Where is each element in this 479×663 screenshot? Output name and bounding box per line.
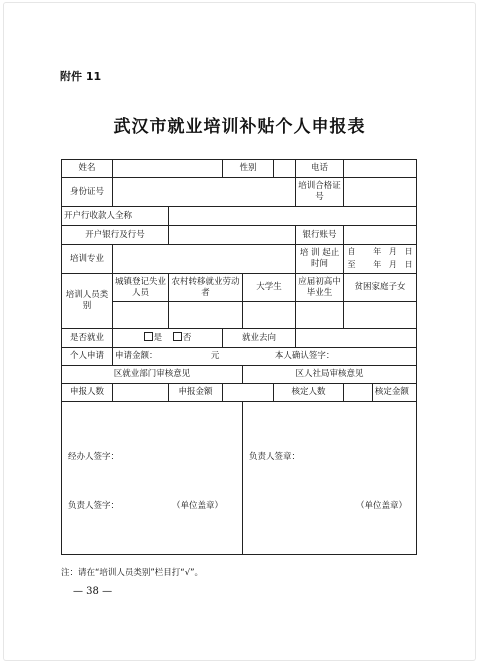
apply-amount-label: 申请金额： (115, 351, 158, 362)
field-cert-no (344, 178, 417, 207)
label-bank: 开户银行及行号 (62, 226, 169, 245)
field-verified-count (344, 384, 417, 402)
period-to: 至 年 月 日 (347, 260, 413, 269)
district-unit-seal: （单位盖章） (172, 501, 224, 511)
handler-sign-label: 经办人签字： (68, 452, 120, 462)
label-cert-no: 培训合格证号 (296, 178, 344, 207)
field-name (113, 160, 223, 178)
label-gender: 性别 (223, 160, 274, 178)
mark-college (243, 302, 296, 329)
leader-sign-label: 负责人签字： (68, 501, 120, 511)
self-confirm-label: 本人确认签字： (274, 351, 335, 362)
field-personal-apply (113, 348, 417, 366)
category-rural-migrant: 农村转移就业劳动者 (169, 274, 243, 302)
category-poor-family: 贫困家庭子女 (344, 274, 417, 302)
label-account-name: 开户行收款人全称 (62, 207, 169, 226)
label-apply-total: 申报金额 (169, 384, 223, 402)
field-employed (113, 329, 223, 348)
row-account-name (62, 207, 417, 226)
checkbox-yes[interactable] (144, 332, 153, 341)
row-basic-info (62, 160, 417, 178)
row-bank (62, 226, 417, 245)
field-account-name (169, 207, 417, 226)
label-phone: 电话 (296, 160, 344, 178)
label-major: 培训专业 (62, 245, 113, 274)
checkbox-yes-label: 是 (153, 333, 163, 344)
label-bank-account: 银行账号 (296, 226, 344, 245)
row-category-headers (62, 274, 417, 302)
label-category: 培训人员类别 (62, 274, 113, 329)
row-opinion-headers (62, 366, 417, 384)
field-phone (344, 160, 417, 178)
category-urban-unemployed: 城镇登记失业人员 (113, 274, 169, 302)
row-employment (62, 329, 417, 348)
field-major (113, 245, 296, 274)
row-signatures (62, 402, 417, 555)
district-signature-area (62, 402, 243, 555)
hr-signature-area (243, 402, 417, 555)
field-period (344, 245, 417, 274)
mark-urban-unemployed (113, 302, 169, 329)
label-destination: 就业去向 (223, 329, 296, 348)
field-gender (274, 160, 296, 178)
leader-seal-label: 负责人签章： (249, 452, 301, 462)
mark-poor-family (344, 302, 417, 329)
field-apply-count (113, 384, 169, 402)
category-graduate: 应届初高中毕业生 (296, 274, 344, 302)
label-verified-total: 核定金额 (374, 387, 409, 398)
category-college: 大学生 (243, 274, 296, 302)
mark-rural-migrant (169, 302, 243, 329)
row-id (62, 178, 417, 207)
form-title: 武汉市就业培训补贴个人申报表 (113, 117, 366, 137)
label-verified-count: 核定人数 (274, 384, 344, 402)
field-id-number (113, 178, 296, 207)
label-personal-apply: 个人申请 (62, 348, 113, 366)
yuan-label: 元 (210, 351, 220, 362)
field-bank-account (344, 226, 417, 245)
label-employed: 是否就业 (62, 329, 113, 348)
period-from: 自 年 月 日 (347, 247, 413, 257)
application-form-table (61, 159, 417, 555)
label-hr-opinion: 区人社局审核意见 (243, 366, 417, 384)
field-bank (169, 226, 296, 245)
mark-graduate (296, 302, 344, 329)
field-apply-total (223, 384, 274, 402)
label-id-number: 身份证号 (62, 178, 113, 207)
field-destination (296, 329, 417, 348)
checkbox-no[interactable] (173, 332, 182, 341)
label-apply-count: 申报人数 (62, 384, 113, 402)
hr-unit-seal: （单位盖章） (356, 501, 408, 511)
row-personal-apply (62, 348, 417, 366)
label-period: 培 训 起止时间 (296, 245, 344, 274)
page-number: — 38 — (73, 586, 113, 597)
row-category-marks (62, 302, 417, 329)
row-counts (62, 384, 417, 402)
row-training (62, 245, 417, 274)
footnote: 注：请在“培训人员类别”栏目打“√”。 (61, 568, 204, 578)
label-name: 姓名 (62, 160, 113, 178)
annex-label: 附件 11 (60, 70, 102, 83)
checkbox-no-label: 否 (182, 333, 192, 344)
label-district-opinion: 区就业部门审核意见 (62, 366, 243, 384)
